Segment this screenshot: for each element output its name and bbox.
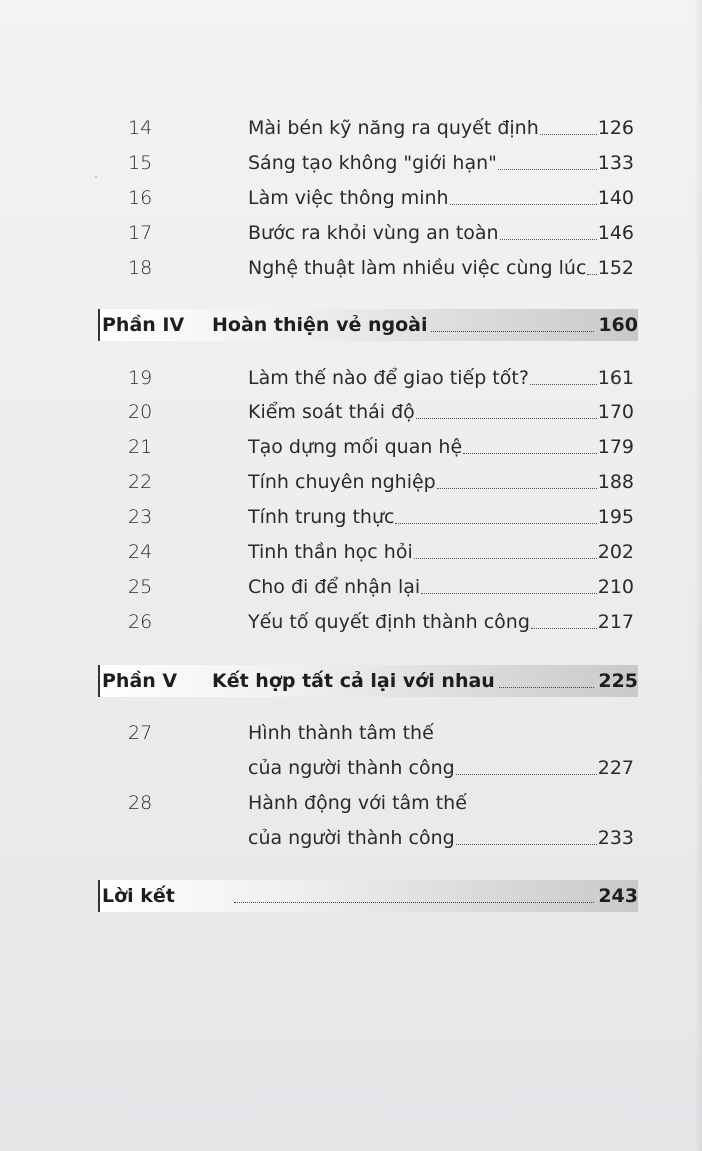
- toc-entry[interactable]: [0, 398, 702, 426]
- chapter-title: Tính chuyên nghiệp: [248, 471, 436, 493]
- chapter-number: 25: [128, 576, 153, 598]
- chapter-title: Tinh thần học hỏi: [248, 541, 413, 563]
- dot-leader: [530, 383, 597, 385]
- page-number: 217: [597, 611, 634, 633]
- part-header[interactable]: [98, 665, 638, 697]
- page-number: 179: [597, 436, 634, 458]
- dot-leader: [431, 330, 594, 332]
- part-title: Hoàn thiện vẻ ngoài: [212, 314, 428, 336]
- dot-leader: [463, 452, 597, 454]
- page-number: 126: [597, 117, 634, 139]
- chapter-title: Kiểm soát thái độ: [248, 401, 415, 423]
- chapter-number: 27: [128, 722, 153, 744]
- page-number: 146: [597, 222, 634, 244]
- chapter-title: Tạo dựng mối quan hệ: [248, 436, 463, 458]
- chapter-number: 20: [128, 401, 153, 423]
- chapter-title: Yếu tố quyết định thành công: [248, 611, 530, 633]
- toc-entry[interactable]: [0, 114, 702, 142]
- toc-entry[interactable]: [0, 538, 702, 566]
- part-label: Phần V: [102, 670, 178, 692]
- chapter-title-line2: của người thành công: [248, 827, 455, 849]
- page-number: 152: [597, 257, 634, 279]
- chapter-number: 22: [128, 471, 153, 493]
- toc-entry[interactable]: [0, 573, 702, 601]
- dot-leader: [498, 168, 597, 170]
- chapter-title: Cho đi để nhận lại: [248, 576, 421, 598]
- chapter-title: Sáng tạo không "giới hạn": [248, 152, 497, 174]
- chapter-title: Làm thế nào để giao tiếp tốt?: [248, 367, 529, 389]
- page-number: 227: [597, 757, 634, 779]
- chapter-number: 26: [128, 611, 153, 633]
- page-number: 140: [597, 187, 634, 209]
- dot-leader: [421, 592, 597, 594]
- dot-leader: [456, 843, 597, 845]
- chapter-number: 15: [128, 152, 153, 174]
- toc-entry[interactable]: [0, 219, 702, 247]
- page-number: 233: [597, 827, 634, 849]
- toc-entry-line1[interactable]: [0, 719, 702, 747]
- page-number: 195: [597, 506, 634, 528]
- chapter-title: Làm việc thông minh: [248, 187, 449, 209]
- toc-entry[interactable]: [0, 503, 702, 531]
- toc-entry-line2[interactable]: [0, 824, 702, 852]
- page-number: 202: [597, 541, 634, 563]
- toc-entry[interactable]: [0, 254, 702, 282]
- dot-leader: [416, 417, 597, 419]
- toc-entry[interactable]: [0, 184, 702, 212]
- chapter-number: 28: [128, 792, 153, 814]
- page-number: 133: [597, 152, 634, 174]
- epilogue-header[interactable]: [98, 880, 638, 912]
- dot-leader: [450, 203, 597, 205]
- part-page-number: 160: [598, 314, 638, 336]
- chapter-title: Tính trung thực: [248, 506, 395, 528]
- chapter-title-line1: Hành động với tâm thế: [248, 792, 467, 814]
- chapter-number: 24: [128, 541, 153, 563]
- chapter-number: 14: [128, 117, 153, 139]
- toc-entry-line1[interactable]: [0, 789, 702, 817]
- chapter-number: 23: [128, 506, 153, 528]
- dot-leader: [531, 627, 597, 629]
- chapter-number: 21: [128, 436, 153, 458]
- chapter-number: 18: [128, 257, 153, 279]
- toc-entry[interactable]: [0, 468, 702, 496]
- dot-leader: [234, 901, 594, 903]
- chapter-title: Nghệ thuật làm nhiều việc cùng lúc: [248, 257, 587, 279]
- dot-leader: [395, 522, 596, 524]
- page-number: 161: [597, 367, 634, 389]
- toc-entry-line2[interactable]: [0, 754, 702, 782]
- part-header[interactable]: [98, 309, 638, 341]
- part-label: Phần IV: [102, 314, 185, 336]
- chapter-number: 19: [128, 367, 153, 389]
- dot-leader: [414, 557, 597, 559]
- part-page-number: 225: [598, 670, 638, 692]
- part-title: Kết hợp tất cả lại với nhau: [212, 670, 495, 692]
- page-number: 188: [597, 471, 634, 493]
- dot-leader: [587, 273, 596, 275]
- page-number: 210: [597, 576, 634, 598]
- dot-leader: [437, 487, 597, 489]
- chapter-title-line1: Hình thành tâm thế: [248, 722, 434, 744]
- epilogue-label: Lời kết: [102, 885, 175, 907]
- toc-entry[interactable]: [0, 608, 702, 636]
- dot-leader: [540, 133, 597, 135]
- chapter-number: 17: [128, 222, 153, 244]
- chapter-title-line2: của người thành công: [248, 757, 455, 779]
- dot-leader: [500, 238, 597, 240]
- toc-entry[interactable]: [0, 364, 702, 392]
- chapter-number: 16: [128, 187, 153, 209]
- toc-entry[interactable]: [0, 433, 702, 461]
- dot-leader: [456, 773, 597, 775]
- toc-entry[interactable]: [0, 149, 702, 177]
- chapter-title: Bước ra khỏi vùng an toàn: [248, 222, 499, 244]
- chapter-title: Mài bén kỹ năng ra quyết định: [248, 117, 539, 139]
- epilogue-page-number: 243: [598, 885, 638, 907]
- dot-leader: [499, 686, 594, 688]
- page-number: 170: [597, 401, 634, 423]
